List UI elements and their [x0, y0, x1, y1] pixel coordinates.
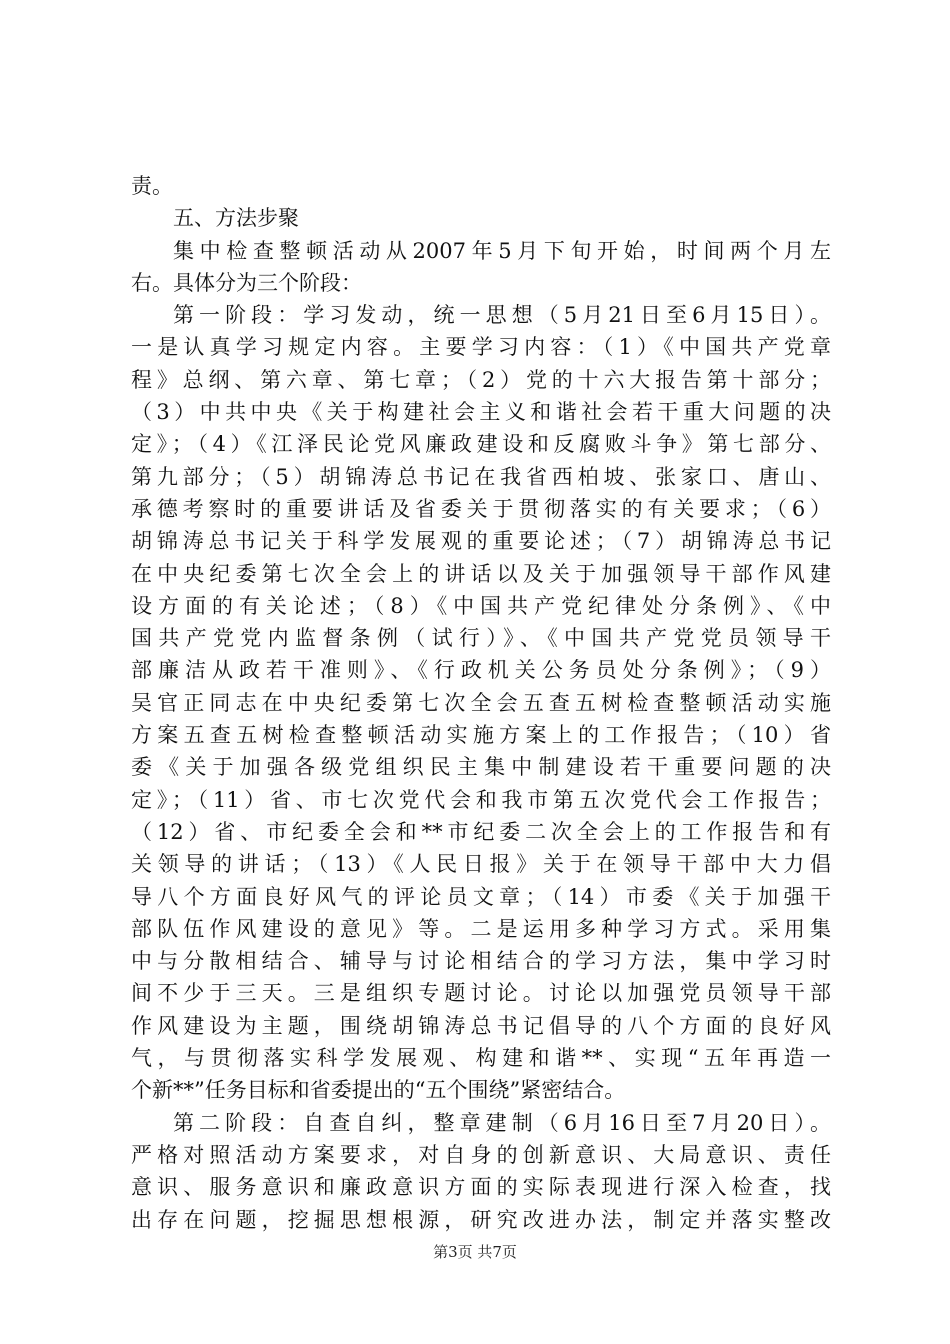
text-line: （3）中共中央《关于构建社会主义和谐社会若干重大问题的决 [131, 400, 831, 425]
text-line: 设方面的有关论述；（8）《中国共产党纪律处分条例》、《中 [131, 593, 831, 618]
text-line: 定》；（4）《江泽民论党风廉政建设和反腐败斗争》第七部分、 [131, 432, 831, 457]
text-line: 委《关于加强各级党组织民主集中制建设若干重要问题的决 [131, 755, 831, 780]
text-line: 在中央纪委第七次全会上的讲话以及关于加强领导干部作风建 [131, 561, 831, 586]
text-line: （12）省、市纪委全会和**市纪委二次全会上的工作报告和有 [131, 819, 831, 844]
text-line: 一是认真学习规定内容。主要学习内容：（1）《中国共产党章 [131, 335, 831, 360]
text-line: 集中检查整顿活动从2007年5月下旬开始，时间两个月左 [173, 238, 831, 263]
text-line: 胡锦涛总书记关于科学发展观的重要论述；（7）胡锦涛总书记 [131, 529, 831, 554]
text-line: 关领导的讲话；（13）《人民日报》关于在领导干部中大力倡 [131, 852, 831, 877]
text-line: 第九部分；（5）胡锦涛总书记在我省西柏坡、张家口、唐山、 [131, 464, 831, 489]
text-line: 间不少于三天。三是组织专题讨论。讨论以加强党员领导干部 [131, 981, 831, 1006]
text-line: 意识、服务意识和廉政意识方面的实际表现进行深入检查，找 [131, 1175, 831, 1200]
text-line: 责。 [131, 174, 173, 198]
text-line: 吴官正同志在中央纪委第七次全会五查五树检查整顿活动实施 [131, 690, 831, 715]
text-line: 气，与贯彻落实科学发展观、构建和谐**、实现“五年再造一 [131, 1046, 831, 1071]
text-line: 出存在问题，挖掘思想根源，研究改进办法，制定并落实整改 [131, 1207, 831, 1232]
text-line: 第一阶段：学习发动，统一思想（5月21日至6月15日）。 [173, 303, 831, 328]
text-line: 方案五查五树检查整顿活动实施方案上的工作报告；（10）省 [131, 723, 831, 748]
text-line: 第二阶段：自查自纠，整章建制（6月16日至7月20日）。 [173, 1110, 831, 1135]
section-heading: 五、方法步聚 [173, 206, 299, 231]
text-line: 个新**”任务目标和省委提出的“五个围绕”紧密结合。 [131, 1078, 626, 1103]
text-line: 严格对照活动方案要求，对自身的创新意识、大局意识、责任 [131, 1142, 831, 1167]
text-line: 作风建设为主题，围绕胡锦涛总书记倡导的八个方面的良好风 [131, 1013, 831, 1038]
text-line: 部队伍作风建设的意见》等。二是运用多种学习方式。采用集 [131, 916, 831, 941]
page-number-footer: 第3页 共7页 [433, 1243, 517, 1261]
text-line: 中与分散相结合、辅导与讨论相结合的学习方法，集中学习时 [131, 949, 831, 974]
text-line: 承德考察时的重要讲话及省委关于贯彻落实的有关要求；（6） [131, 496, 831, 521]
document-body [131, 170, 831, 1236]
text-line: 部廉洁从政若干准则》、《行政机关公务员处分条例》；（9） [131, 658, 831, 683]
text-line: 导八个方面良好风气的评论员文章；（14）市委《关于加强干 [131, 884, 831, 909]
text-line: 右。具体分为三个阶段： [131, 270, 362, 295]
text-line: 国共产党党内监督条例（试行）》、《中国共产党党员领导干 [131, 626, 831, 651]
text-line: 定》；（11）省、市七次党代会和我市第五次党代会工作报告； [131, 787, 831, 812]
text-line: 程》总纲、第六章、第七章；（2）党的十六大报告第十部分； [131, 367, 831, 392]
